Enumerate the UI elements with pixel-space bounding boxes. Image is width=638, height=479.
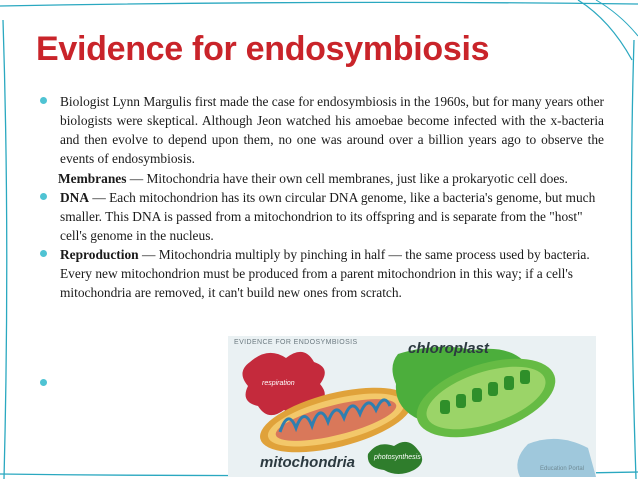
mitochondria-label: mitochondria (260, 454, 356, 471)
bullet-icon (40, 193, 47, 200)
photosynthesis-label: photosynthesis (374, 454, 421, 461)
term-membranes: Membranes (58, 171, 127, 186)
bullet-item-intro (38, 92, 604, 168)
reproduction-text: — Mitochondria multiply by pinching in half — the same process used by bacteria. Every new mitochondrion must be produced from a parent mitochondrion in this way; if a cell's mitochondria are removed, it can't build new ones from scratch. (60, 247, 590, 300)
bullet-text: Biologist Lynn Margulis first made the case for endosymbiosis in the 1960s, but for many years other biologists were skeptical. Although Jeon watched his amoebae become infected with the x-bacteria and then evolve to depend upon them, no one was around over a billion years ago to observe the events of endosymbiosis. (60, 94, 604, 166)
membranes-text: — Mitochondria have their own cell membranes, just like a prokaryotic cell does. (126, 171, 568, 186)
bullet-icon (40, 250, 47, 257)
endosymbiosis-figure (228, 336, 596, 477)
dna-text: — Each mitochondrion has its own circular DNA genome, like a bacteria's genome, but much smaller. This DNA is passed from a mitochondrion to its offspring and is separate from the "host" cell's genome in the nucleus. (60, 190, 596, 243)
bullet-item-dna (38, 188, 604, 245)
figure-watermark: Education Portal (540, 466, 585, 472)
term-dna: DNA (60, 190, 90, 205)
item-membranes (38, 169, 604, 188)
respiration-label: respiration (262, 380, 295, 387)
empty-bullet-icon (40, 379, 47, 386)
term-reproduction: Reproduction (60, 247, 139, 262)
figure-header: EVIDENCE FOR ENDOSYMBIOSIS (234, 339, 358, 346)
bullet-item-reproduction (38, 245, 604, 302)
bullet-icon (40, 97, 47, 104)
chloroplast-label: chloroplast (408, 340, 489, 357)
slide-title: Evidence for endosymbiosis (36, 30, 490, 68)
slide-content (38, 92, 604, 302)
